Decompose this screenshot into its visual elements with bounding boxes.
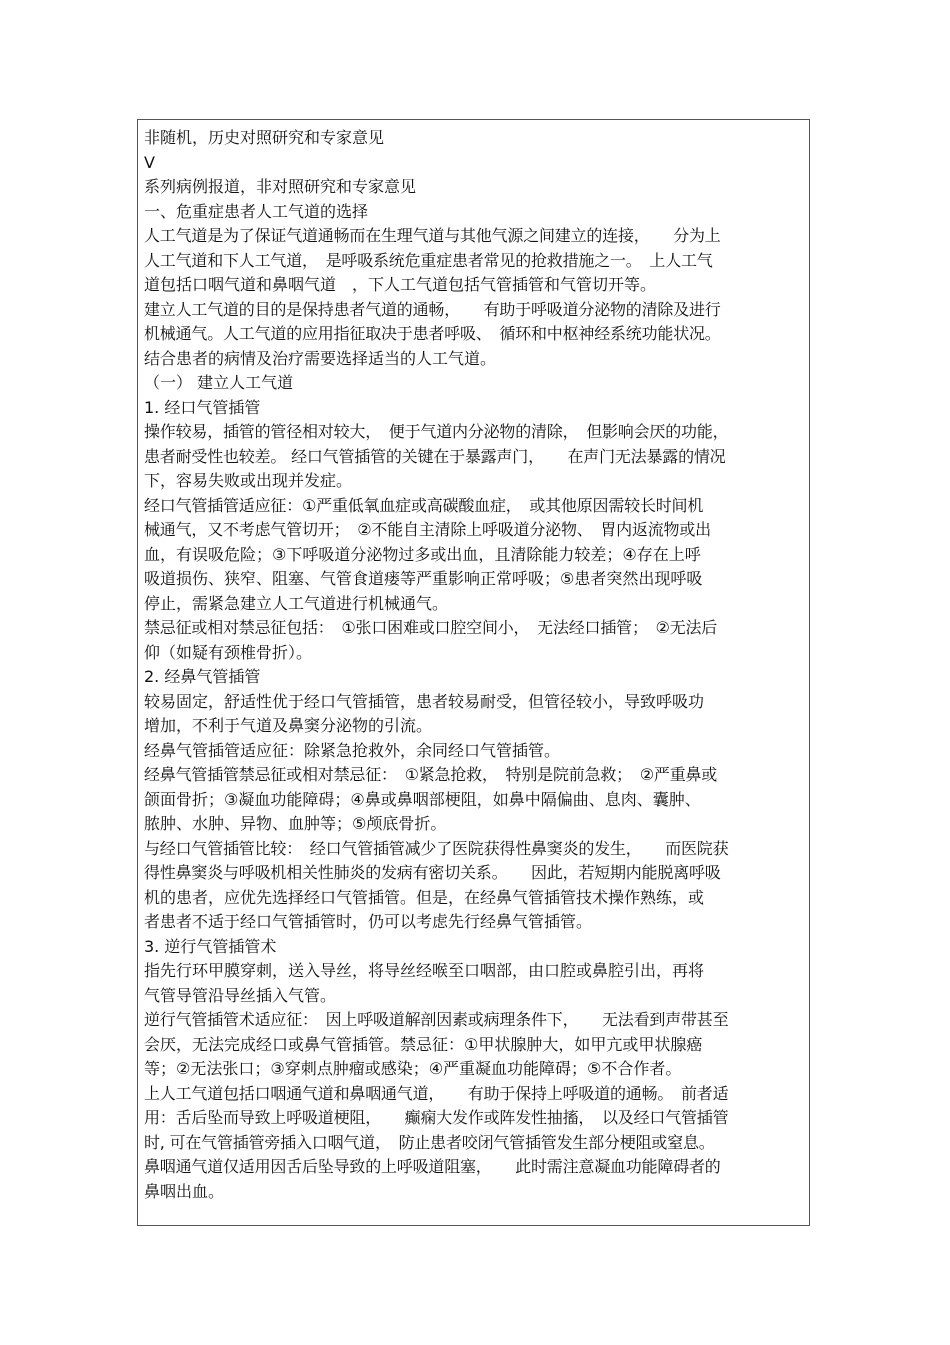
subsection-heading: （一） 建立人工气道 (144, 373, 294, 392)
text-line: 人工气道是为了保证气道通畅而在生理气道与其他气源之间建立的连接， 分为上 (144, 226, 721, 245)
text-line: 经口气管插管适应征：①严重低氧血症或高碳酸血症， 或其他原因需较长时间机 (144, 495, 704, 515)
text-line: 非随机，历史对照研究和专家意见 (144, 128, 385, 147)
text-line: 停止，需紧急建立人工气道进行机械通气。 (144, 593, 449, 613)
document-body (144, 126, 806, 1204)
text-line: 道包括口咽气道和鼻咽气道 ，下人工气道包括气管插管和气管切开等。 (144, 275, 657, 294)
text-line: 时, 可在气管插管旁插入口咽气道， 防止患者咬闭气管插管发生部分梗阻或窒息。 (144, 1132, 715, 1152)
text-line: 吸道损伤、狭窄、阻塞、气管食道瘘等严重影响正常呼吸；⑤患者突然出现呼吸 (144, 569, 703, 588)
text-line: 与经口气管插管比较： 经口气管插管减少了医院获得性鼻窦炎的发生， 而医院获 (144, 838, 729, 858)
text-line: 经鼻气管插管禁忌征或相对禁忌征： ①紧急抢救， 特别是院前急救； ②严重鼻或 (144, 765, 718, 784)
text-line: 械通气，又不考虑气管切开； ②不能自主清除上呼吸道分泌物、 胃内返流物或出 (144, 520, 711, 539)
text-line: 指先行环甲膜穿刺，送入导丝，将导丝经喉至口咽部，由口腔或鼻腔引出，再将 (144, 961, 705, 980)
text-line: 下，容易失败或出现并发症。 (144, 471, 353, 490)
text-line: 鼻咽通气道仅适用因舌后坠导致的上呼吸道阻塞， 此时需注意凝血功能障碍者的 (144, 1157, 721, 1176)
text-line: 脓肿、水肿、异物、血肿等；⑤颅底骨折。 (144, 814, 447, 833)
text-line: 操作较易，插管的管径相对较大， 便于气道内分泌物的清除， 但影响会厌的功能， (144, 422, 729, 441)
text-line: 较易固定，舒适性优于经口气管插管，患者较易耐受，但管径较小，导致呼吸功 (144, 691, 705, 711)
text-line: 机械通气。人工气道的应用指征取决于患者呼吸、 循环和中枢神经系统功能状况。 (144, 324, 721, 343)
text-line: 经鼻气管插管适应征：除紧急抢救外，余同经口气管插管。 (144, 740, 561, 760)
text-line: 禁忌征或相对禁忌征包括： ①张口困难或口腔空间小， 无法经口插管； ②无法后 (144, 618, 718, 637)
section-heading: 一、危重症患者人工气道的选择 (144, 201, 369, 221)
text-line: 结合患者的病情及治疗需要选择适当的人工气道。 (144, 348, 497, 368)
text-line: 用：舌后坠而导致上呼吸道梗阻， 癫痫大发作或阵发性抽搐， 以及经口气管插管 (144, 1108, 729, 1127)
text-line: 机的患者，应优先选择经口气管插管。但是，在经鼻气管插管技术操作熟练，或 (144, 887, 705, 907)
text-line: 等；②无法张口；③穿刺点肿瘤或感染；④严重凝血功能障碍；⑤不合作者。 (144, 1059, 682, 1078)
item-heading: 3. 逆行气管插管术 (144, 936, 277, 956)
text-line: 人工气道和下人工气道， 是呼吸系统危重症患者常见的抢救措施之一。 上人工气 (144, 250, 713, 270)
text-line: 者患者不适于经口气管插管时，仍可以考虑先行经鼻气管插管。 (144, 912, 593, 931)
text-line: 颌面骨折；③凝血功能障碍；④鼻或鼻咽部梗阻，如鼻中隔偏曲、息肉、囊肿、 (144, 789, 701, 809)
item-heading: 2. 经鼻气管插管 (144, 667, 261, 686)
item-heading: 1. 经口气管插管 (144, 397, 261, 417)
text-line: 患者耐受性也较差。 经口气管插管的关键在于暴露声门， 在声门无法暴露的情况 (144, 446, 726, 466)
text-line: 得性鼻窦炎与呼吸机相关性肺炎的发病有密切关系。 因此，若短期内能脱离呼吸 (144, 863, 721, 882)
text-line: 建立人工气道的目的是保持患者气道的通畅， 有助于呼吸道分泌物的清除及进行 (144, 299, 721, 319)
text-line: 鼻咽出血。 (144, 1181, 225, 1201)
text-line: 增加，不利于气道及鼻窦分泌物的引流。 (144, 716, 433, 735)
text-line: 上人工气道包括口咽通气道和鼻咽通气道， 有助于保持上呼吸道的通畅。 前者适 (144, 1083, 729, 1103)
text-line: V (144, 152, 155, 172)
text-line: 仰（如疑有颈椎骨折）。 (144, 642, 313, 662)
text-line: 血，有误吸危险；③下呼吸道分泌物过多或出血，且清除能力较差；④存在上呼 (144, 544, 701, 564)
text-line: 会厌，无法完成经口或鼻气管插管。禁忌征：①甲状腺肿大，如甲亢或甲状腺癌 (144, 1034, 703, 1054)
text-line: 系列病例报道，非对照研究和专家意见 (144, 177, 417, 196)
text-line: 气管导管沿导丝插入气管。 (144, 985, 337, 1005)
text-line: 逆行气管插管术适应征： 因上呼吸道解剖因素或病理条件下， 无法看到声带甚至 (144, 1010, 729, 1029)
